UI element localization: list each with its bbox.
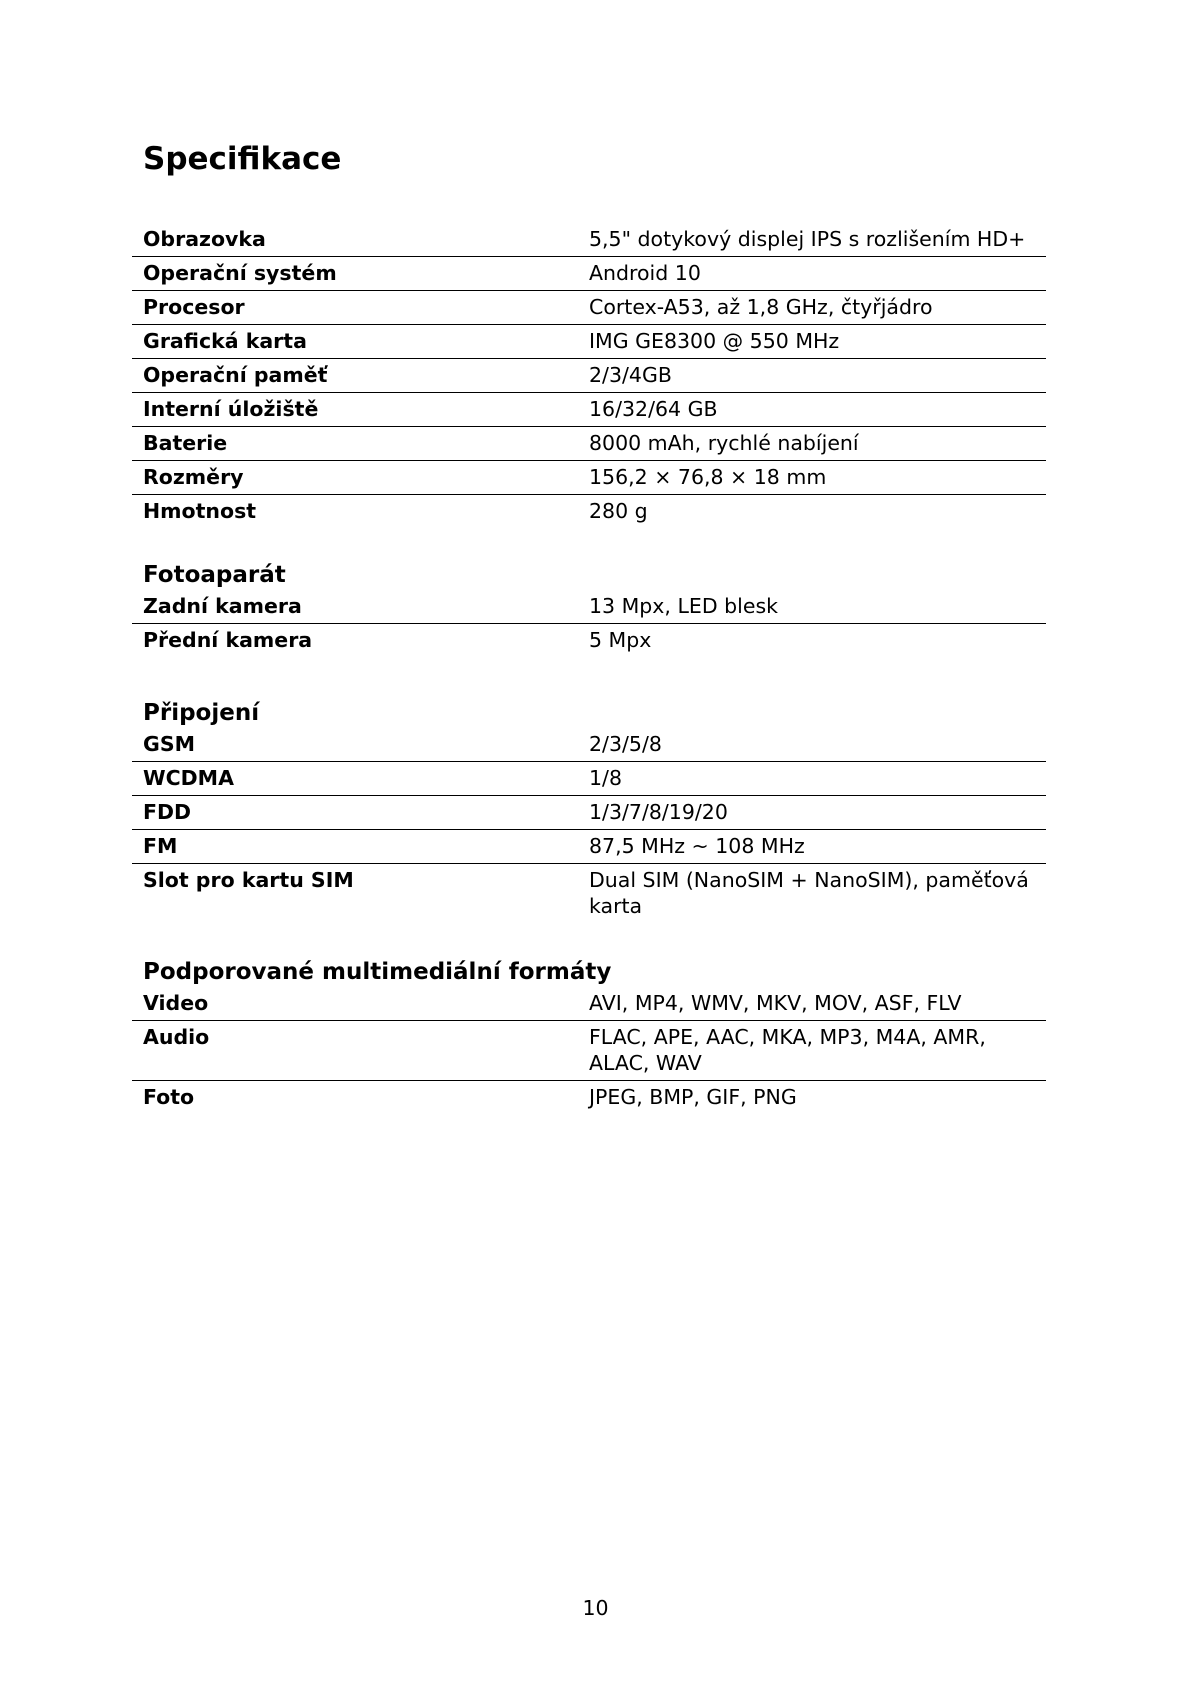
media-formats-section (132, 957, 1046, 1114)
spec-label: Rozměry (143, 465, 244, 489)
spec-value: 16/32/64 GB (589, 397, 718, 421)
spec-row (132, 359, 1046, 393)
spec-value: 280 g (589, 499, 648, 523)
spec-label: FDD (143, 800, 192, 824)
spec-label: Hmotnost (143, 499, 257, 523)
spec-row (132, 864, 1046, 923)
spec-label: Operační paměť (143, 363, 328, 387)
spec-row (132, 461, 1046, 495)
spec-value: 1/8 (589, 766, 622, 790)
spec-value: Dual SIM (NanoSIM + NanoSIM), paměťová karta (589, 868, 1029, 918)
camera-section (132, 560, 1046, 657)
spec-row (132, 257, 1046, 291)
spec-label: Přední kamera (143, 628, 313, 652)
general-specs-table (132, 223, 1046, 528)
spec-label: Operační systém (143, 261, 337, 285)
spec-label: Audio (143, 1025, 210, 1049)
spec-label: Obrazovka (143, 227, 266, 251)
section-heading-media: Podporované multimediální formáty (143, 959, 612, 985)
spec-row (132, 223, 1046, 257)
spec-value: Cortex-A53, až 1,8 GHz, čtyřjádro (589, 295, 933, 319)
spec-value: IMG GE8300 @ 550 MHz (589, 329, 840, 353)
spec-value: JPEG, BMP, GIF, PNG (589, 1085, 797, 1109)
spec-value: 5 Mpx (589, 628, 652, 652)
section-heading-camera: Fotoaparát (143, 562, 286, 588)
spec-label: Zadní kamera (143, 594, 302, 618)
spec-row (132, 1021, 1046, 1081)
spec-label: Procesor (143, 295, 245, 319)
spec-label: FM (143, 834, 178, 858)
spec-row (132, 590, 1046, 624)
spec-row (132, 728, 1046, 762)
spec-value: 87,5 MHz ~ 108 MHz (589, 834, 805, 858)
spec-label: Slot pro kartu SIM (143, 868, 354, 892)
section-heading-connectivity: Připojení (143, 700, 260, 726)
spec-row (132, 291, 1046, 325)
spec-value: 1/3/7/8/19/20 (589, 800, 728, 824)
spec-value: 8000 mAh, rychlé nabíjení (589, 431, 859, 455)
spec-row (132, 624, 1046, 657)
spec-row (132, 987, 1046, 1021)
spec-row (132, 796, 1046, 830)
spec-row (132, 393, 1046, 427)
spec-row (132, 495, 1046, 528)
spec-value: 2/3/4GB (589, 363, 672, 387)
spec-value: 156,2 × 76,8 × 18 mm (589, 465, 827, 489)
spec-value: AVI, MP4, WMV, MKV, MOV, ASF, FLV (589, 991, 962, 1015)
spec-label: Grafická karta (143, 329, 307, 353)
spec-value: FLAC, APE, AAC, MKA, MP3, M4A, AMR, ALAC, WAV (589, 1025, 986, 1075)
connectivity-section (132, 698, 1046, 923)
page-title: Specifikace (143, 141, 342, 177)
spec-row (132, 1081, 1046, 1114)
spec-label: Foto (143, 1085, 195, 1109)
spec-label: WCDMA (143, 766, 234, 790)
spec-row (132, 325, 1046, 359)
spec-label: Interní úložiště (143, 397, 319, 421)
spec-label: GSM (143, 732, 195, 756)
spec-row (132, 427, 1046, 461)
spec-row (132, 762, 1046, 796)
spec-label: Video (143, 991, 209, 1015)
spec-row (132, 830, 1046, 864)
spec-label: Baterie (143, 431, 228, 455)
spec-value: Android 10 (589, 261, 701, 285)
spec-value: 5,5" dotykový displej IPS s rozlišením HD+ (589, 227, 1026, 251)
spec-value: 2/3/5/8 (589, 732, 662, 756)
page-number: 10 (582, 1596, 609, 1620)
spec-value: 13 Mpx, LED blesk (589, 594, 779, 618)
